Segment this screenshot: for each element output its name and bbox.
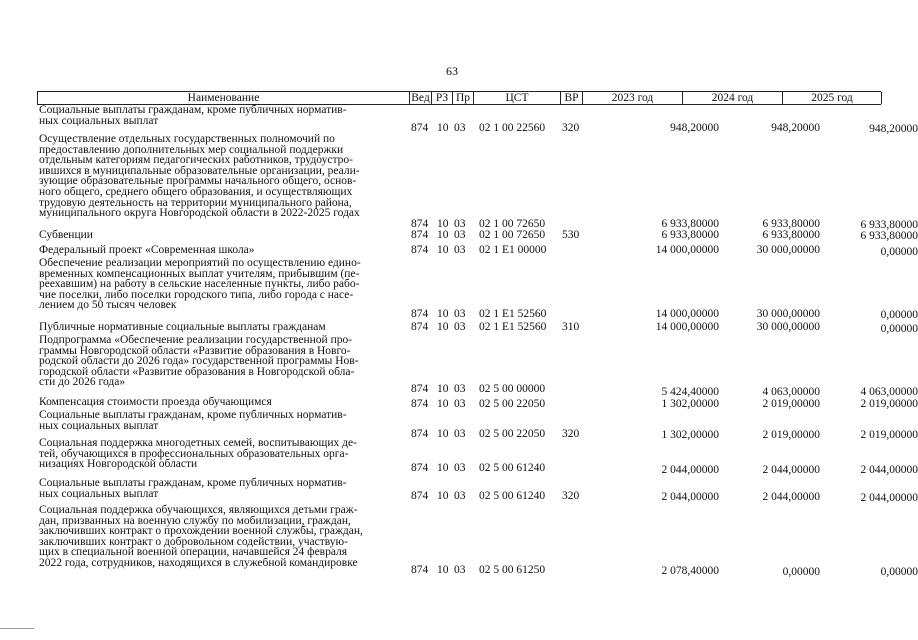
row-2024: 6 933,80000 [762, 218, 820, 230]
row-name: Социальная поддержка обучающихся, являющихся детьми граж- дан, призванных на военную службу по мобилизации, граждан, заключивших контракт о прохождении военной службы, граждан, заключивших контракт о добровольном содействии, участвую- щих в специальной военной операции, начавшейся 24 февраля 2022 года, сотрудников, находящихся в служебной командировке [39, 504, 363, 569]
row-ved: 874 [411, 321, 429, 333]
header-ved: Вед [410, 92, 432, 104]
row-ved: 874 [411, 462, 429, 474]
row-ved: 874 [411, 383, 429, 395]
row-cst: 02 1 00 72650 [479, 229, 546, 241]
header-2023: 2023 год [583, 92, 683, 104]
row-2025: 0,00000 [880, 323, 918, 335]
row-2023: 1 302,00000 [661, 398, 719, 410]
row-2025: 948,20000 [869, 123, 918, 135]
header-rz: РЗ [432, 92, 453, 104]
row-name: Подпрограмма «Обеспечение реализации государственной про- граммы Новгородской области «Развитие образования в Новго- родской области до 2026 года» государственной программы Нов- городской области «Развитие образования в Новгородской обла- сти до 2026 года» [39, 334, 359, 389]
row-rz: 10 [437, 490, 449, 502]
row-name: Социальные выплаты гражданам, кроме публичных норматив- ных социальных выплат [39, 477, 347, 500]
row-2024: 4 063,00000 [762, 386, 820, 398]
row-2024: 30 000,00000 [756, 308, 820, 320]
row-2025: 2 019,00000 [860, 429, 918, 441]
row-pr: 03 [454, 218, 466, 230]
row-rz: 10 [437, 218, 449, 230]
row-ved: 874 [411, 564, 429, 576]
row-2024: 2 044,00000 [762, 464, 820, 476]
row-2024: 2 019,00000 [762, 429, 820, 441]
row-2025: 2 044,00000 [860, 492, 918, 504]
row-2023: 14 000,00000 [655, 308, 719, 320]
row-pr: 03 [454, 308, 466, 320]
row-rz: 10 [437, 308, 449, 320]
row-vr: 530 [562, 229, 580, 241]
row-2024: 30 000,00000 [756, 244, 820, 256]
row-cst: 02 1 E1 52560 [479, 321, 547, 333]
row-2025: 0,00000 [880, 309, 918, 321]
row-vr: 320 [562, 428, 580, 440]
row-ved: 874 [411, 398, 429, 410]
row-pr: 03 [454, 229, 466, 241]
row-cst: 02 5 00 61250 [479, 564, 546, 576]
row-rz: 10 [437, 383, 449, 395]
row-2023: 1 302,00000 [661, 429, 719, 441]
row-cst: 02 1 E1 52560 [479, 308, 547, 320]
row-pr: 03 [454, 321, 466, 333]
row-2025: 2 044,00000 [860, 464, 918, 476]
row-2025: 4 063,00000 [860, 386, 918, 398]
header-vr: ВР [561, 92, 583, 104]
row-ved: 874 [411, 490, 429, 502]
row-vr: 320 [562, 122, 580, 134]
row-pr: 03 [454, 462, 466, 474]
row-rz: 10 [437, 321, 449, 333]
row-cst: 02 5 00 61240 [479, 490, 546, 502]
row-pr: 03 [454, 490, 466, 502]
table-header [37, 91, 881, 105]
row-pr: 03 [454, 398, 466, 410]
row-2023: 14 000,00000 [655, 244, 719, 256]
row-2023: 948,20000 [670, 122, 719, 134]
row-cst: 02 5 00 22050 [479, 398, 546, 410]
page-number: 63 [446, 64, 458, 78]
row-2024: 2 019,00000 [762, 398, 820, 410]
row-rz: 10 [437, 462, 449, 474]
row-name: Социальная поддержка многодетных семей, воспитывающих де- тей, обучающихся в профессиональных образовательных орга- низациях Новгородской области [39, 437, 357, 471]
row-rz: 10 [437, 428, 449, 440]
row-ved: 874 [411, 218, 429, 230]
row-2024: 6 933,80000 [762, 229, 820, 241]
row-2023: 6 933,80000 [661, 218, 719, 230]
row-pr: 03 [454, 244, 466, 256]
row-name: Компенсация стоимости проезда обучающимся [39, 396, 272, 408]
row-2025: 2 019,00000 [860, 398, 918, 410]
row-rz: 10 [437, 564, 449, 576]
row-ved: 874 [411, 229, 429, 241]
row-vr: 310 [562, 321, 580, 333]
row-cst: 02 5 00 22050 [479, 428, 546, 440]
header-2025: 2025 год [783, 92, 882, 104]
scan-edge-mark [0, 628, 34, 629]
row-cst: 02 5 00 00000 [479, 383, 546, 395]
row-cst: 02 5 00 61240 [479, 462, 546, 474]
row-ved: 874 [411, 244, 429, 256]
row-2023: 14 000,00000 [655, 321, 719, 333]
row-2024: 0,00000 [782, 566, 820, 578]
row-cst: 02 1 E1 00000 [479, 244, 547, 256]
row-2023: 6 933,80000 [661, 229, 719, 241]
row-pr: 03 [454, 428, 466, 440]
row-2024: 30 000,00000 [756, 321, 820, 333]
row-2023: 2 044,00000 [661, 491, 719, 503]
row-ved: 874 [411, 308, 429, 320]
row-2024: 948,20000 [771, 122, 820, 134]
row-2023: 2 078,40000 [661, 565, 719, 577]
row-name: Публичные нормативные социальные выплаты гражданам [39, 321, 326, 333]
header-cst: ЦСТ [474, 92, 561, 104]
row-name: Осуществление отдельных государственных полномочий по предоставлению дополнительных мер социальной поддержки отдельным категориям педагогических работников, трудоустро- ившихся в муниципальные образовательные организации, реали- зующие образовательные программы начального общего, основ- ного общего, среднего общего образования, и осуществляющих трудовую деятельность на территории муниципального района, муниципального округа Новгородской области в 2022-2025 годах [39, 133, 360, 220]
row-pr: 03 [454, 122, 466, 134]
row-name: Субвенции [39, 229, 93, 241]
row-2025: 6 933,80000 [860, 230, 918, 242]
row-name: Социальные выплаты гражданам, кроме публичных норматив- ных социальных выплат [39, 104, 347, 127]
row-name: Социальные выплаты гражданам, кроме публичных норматив- ных социальных выплат [39, 409, 347, 432]
row-2025: 6 933,80000 [860, 219, 918, 231]
row-ved: 874 [411, 122, 429, 134]
row-2023: 2 044,00000 [661, 464, 719, 476]
row-vr: 320 [562, 490, 580, 502]
row-pr: 03 [454, 383, 466, 395]
header-2024: 2024 год [683, 92, 783, 104]
row-2025: 0,00000 [880, 246, 918, 258]
row-pr: 03 [454, 564, 466, 576]
row-2025: 0,00000 [880, 566, 918, 578]
header-name: Наименование [38, 92, 410, 104]
row-2023: 5 424,40000 [661, 386, 719, 398]
row-rz: 10 [437, 122, 449, 134]
row-rz: 10 [437, 229, 449, 241]
row-name: Обеспечение реализации мероприятий по осуществлению едино- временных компенсационных выплат учителям, прибывшим (пе- реехавшим) на работу в сельские населенные пункты, либо рабо- чие поселки, либо поселки городского типа, либо города с насе- лением до 50 тысяч человек [39, 257, 361, 312]
header-pr: Пр [453, 92, 474, 104]
row-ved: 874 [411, 428, 429, 440]
row-cst: 02 1 00 72650 [479, 218, 546, 230]
row-rz: 10 [437, 398, 449, 410]
row-cst: 02 1 00 22560 [479, 122, 546, 134]
row-rz: 10 [437, 244, 449, 256]
row-2024: 2 044,00000 [762, 491, 820, 503]
row-name: Федеральный проект «Современная школа» [39, 244, 255, 256]
